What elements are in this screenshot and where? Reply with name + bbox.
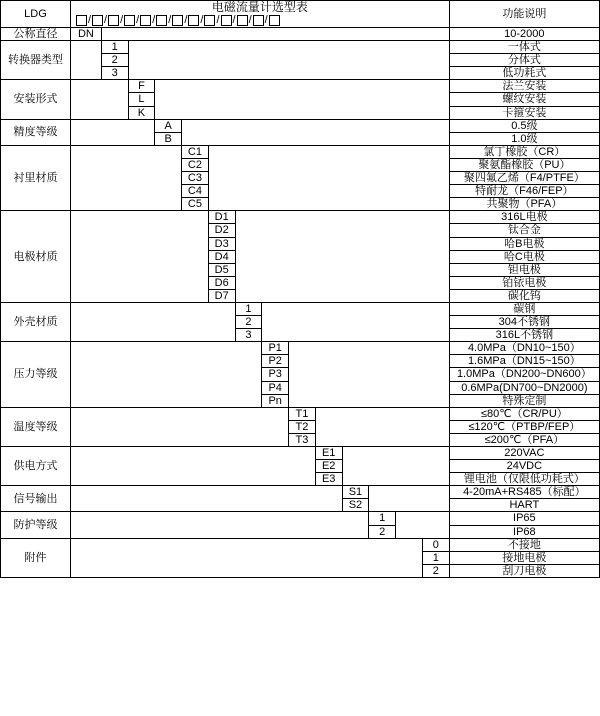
option-code: A: [155, 119, 182, 132]
row-label: 衬里材质: [1, 145, 71, 210]
row-desc: 聚氨酯橡胶（PU）: [449, 158, 599, 171]
code-box: [108, 15, 119, 26]
code-sep: /: [136, 14, 140, 27]
row-desc: 24VDC: [449, 460, 599, 473]
table-title: 电磁流量计选型表: [211, 0, 308, 14]
row-blank: [289, 342, 450, 407]
code-box: [221, 15, 232, 26]
row-blank: [70, 538, 422, 577]
code-sep: /: [104, 14, 108, 27]
option-code: D3: [208, 237, 235, 250]
option-code: S1: [342, 486, 369, 499]
row-label: 安装形式: [1, 80, 71, 119]
code-sep: /: [248, 14, 252, 27]
table-row: [1, 407, 600, 420]
row-blank: [342, 447, 449, 486]
row-blank: [70, 407, 288, 446]
option-code: E2: [315, 460, 342, 473]
row-desc: 聚四氟乙烯（F4/PTFE）: [449, 172, 599, 185]
row-label: 外壳材质: [1, 302, 71, 341]
row-desc: 碳钢: [449, 302, 599, 315]
row-desc: IP65: [449, 512, 599, 525]
code-box: [269, 15, 280, 26]
table-row: [1, 447, 600, 460]
row-desc: 接地电极: [449, 551, 599, 564]
code-sep: /: [232, 14, 236, 27]
row-label: 附件: [1, 538, 71, 577]
option-code: T3: [289, 433, 316, 446]
table-row: [1, 80, 600, 93]
row-blank: [70, 302, 235, 341]
option-code: 3: [235, 329, 262, 342]
row-desc: 钛合金: [449, 224, 599, 237]
row-desc: 碳化钨: [449, 289, 599, 302]
row-blank: [70, 447, 315, 486]
code-box: [188, 15, 199, 26]
code-box: [76, 15, 87, 26]
table-header-row: [1, 1, 600, 28]
code-sep: /: [120, 14, 124, 27]
row-desc: 1.0级: [449, 132, 599, 145]
option-code: 2: [422, 564, 449, 577]
row-desc: 低功耗式: [449, 67, 599, 80]
row-blank: [70, 342, 261, 407]
row-desc: 1.6MPa（DN15~150）: [449, 355, 599, 368]
row-desc: 哈B电极: [449, 237, 599, 250]
row-blank: [128, 41, 449, 80]
row-blank: [208, 145, 449, 210]
model-prefix-cell: LDG: [1, 1, 71, 28]
row-blank: [396, 512, 450, 538]
option-code: 1: [235, 302, 262, 315]
option-code: C4: [182, 185, 209, 198]
code-box: [253, 15, 264, 26]
row-label: 防护等级: [1, 512, 71, 538]
table-row: [1, 302, 600, 315]
table-row: [1, 41, 600, 54]
row-blank: [70, 80, 128, 119]
row-blank: [70, 512, 368, 538]
code-sep: /: [184, 14, 188, 27]
row-desc: 钽电极: [449, 263, 599, 276]
row-desc: 0.6MPa(DN700~DN2000): [449, 381, 599, 394]
dn-code: DN: [70, 28, 101, 41]
option-code: S2: [342, 499, 369, 512]
code-box: [124, 15, 135, 26]
code-sep: /: [264, 14, 268, 27]
row-desc: 锂电池（仅限低功耗式）: [449, 473, 599, 486]
row-desc: 螺纹安装: [449, 93, 599, 106]
table-row: [1, 211, 600, 224]
table-row: [1, 512, 600, 525]
row-blank: [155, 80, 449, 119]
option-code: 0: [422, 538, 449, 551]
option-code: 1: [369, 512, 396, 525]
row-blank: [182, 119, 450, 145]
option-code: D4: [208, 250, 235, 263]
code-box: [92, 15, 103, 26]
row-blank: [70, 119, 154, 145]
row-desc: 氯丁橡胶（CR）: [449, 145, 599, 158]
table-row: [1, 538, 600, 551]
row-desc: 法兰安装: [449, 80, 599, 93]
row-blank: [369, 486, 449, 512]
row-desc: 一体式: [449, 41, 599, 54]
code-sep: /: [200, 14, 204, 27]
row-label: 信号输出: [1, 486, 71, 512]
row-label: 精度等级: [1, 119, 71, 145]
code-sep: /: [152, 14, 156, 27]
option-code: 3: [101, 67, 128, 80]
code-sep: /: [87, 14, 92, 27]
option-code: D2: [208, 224, 235, 237]
option-code: F: [128, 80, 155, 93]
row-desc: ≤120℃（PTBP/FEP）: [449, 420, 599, 433]
row-desc: 不接地: [449, 538, 599, 551]
row-desc: 10-2000: [449, 28, 599, 41]
option-code: B: [155, 132, 182, 145]
row-desc: 铂铱电极: [449, 276, 599, 289]
option-code: T1: [289, 407, 316, 420]
row-desc: 卡箍安装: [449, 106, 599, 119]
row-desc: 220VAC: [449, 447, 599, 460]
row-desc: 分体式: [449, 54, 599, 67]
option-code: L: [128, 93, 155, 106]
option-code: C1: [182, 145, 209, 158]
table-row: [1, 145, 600, 158]
option-code: 2: [235, 316, 262, 329]
row-desc: 304不锈钢: [449, 316, 599, 329]
row-desc: 316L不锈钢: [449, 329, 599, 342]
row-desc: ≤80℃（CR/PU）: [449, 407, 599, 420]
option-code: C5: [182, 198, 209, 211]
row-blank: [70, 211, 208, 303]
row-label: 公称直径: [1, 28, 71, 41]
code-boxes: [71, 14, 449, 27]
option-code: T2: [289, 420, 316, 433]
option-code: 1: [422, 551, 449, 564]
table-row: [1, 342, 600, 355]
row-blank: [262, 302, 449, 341]
option-code: E1: [315, 447, 342, 460]
row-desc: 特耐龙（F46/FEP）: [449, 185, 599, 198]
row-blank: [70, 41, 101, 80]
row-blank: [70, 486, 342, 512]
row-desc: 4.0MPa（DN10~150）: [449, 342, 599, 355]
code-strip-cell: [70, 1, 449, 28]
row-blank: [235, 211, 449, 303]
row-desc: 1.0MPa（DN200~DN600）: [449, 368, 599, 381]
row-label: 压力等级: [1, 342, 71, 407]
option-code: P4: [262, 381, 289, 394]
code-sep: /: [168, 14, 172, 27]
code-box: [204, 15, 215, 26]
code-box: [156, 15, 167, 26]
option-code: P3: [262, 368, 289, 381]
option-code: E3: [315, 473, 342, 486]
table-row: [1, 486, 600, 499]
row-desc: 刮刀电极: [449, 564, 599, 577]
row-desc: 特殊定制: [449, 394, 599, 407]
option-code: D7: [208, 289, 235, 302]
row-label: 供电方式: [1, 447, 71, 486]
row-desc: 共聚物（PFA）: [449, 198, 599, 211]
table-row: [1, 119, 600, 132]
option-code: C3: [182, 172, 209, 185]
row-desc: 316L电极: [449, 211, 599, 224]
row-desc: 哈C电极: [449, 250, 599, 263]
table-row: [1, 28, 600, 41]
function-header: 功能说明: [449, 1, 599, 28]
option-code: D1: [208, 211, 235, 224]
row-desc: IP68: [449, 525, 599, 538]
option-code: Pn: [262, 394, 289, 407]
option-code: 2: [369, 525, 396, 538]
row-label: 温度等级: [1, 407, 71, 446]
row-blank: [315, 407, 449, 446]
option-code: P1: [262, 342, 289, 355]
row-label: 转换器类型: [1, 41, 71, 80]
row-desc: 0.5级: [449, 119, 599, 132]
row-blank: [101, 28, 449, 41]
option-code: K: [128, 106, 155, 119]
row-blank: [70, 145, 181, 210]
option-code: D6: [208, 276, 235, 289]
option-code: P2: [262, 355, 289, 368]
option-code: 2: [101, 54, 128, 67]
row-label: 电极材质: [1, 211, 71, 303]
row-desc: 4-20mA+RS485（标配）: [449, 486, 599, 499]
row-desc: ≤200℃（PFA）: [449, 433, 599, 446]
code-box: [172, 15, 183, 26]
code-box: [140, 15, 151, 26]
option-code: C2: [182, 158, 209, 171]
row-desc: HART: [449, 499, 599, 512]
option-code: D5: [208, 263, 235, 276]
code-box: [237, 15, 248, 26]
option-code: 1: [101, 41, 128, 54]
code-sep: /: [216, 14, 220, 27]
